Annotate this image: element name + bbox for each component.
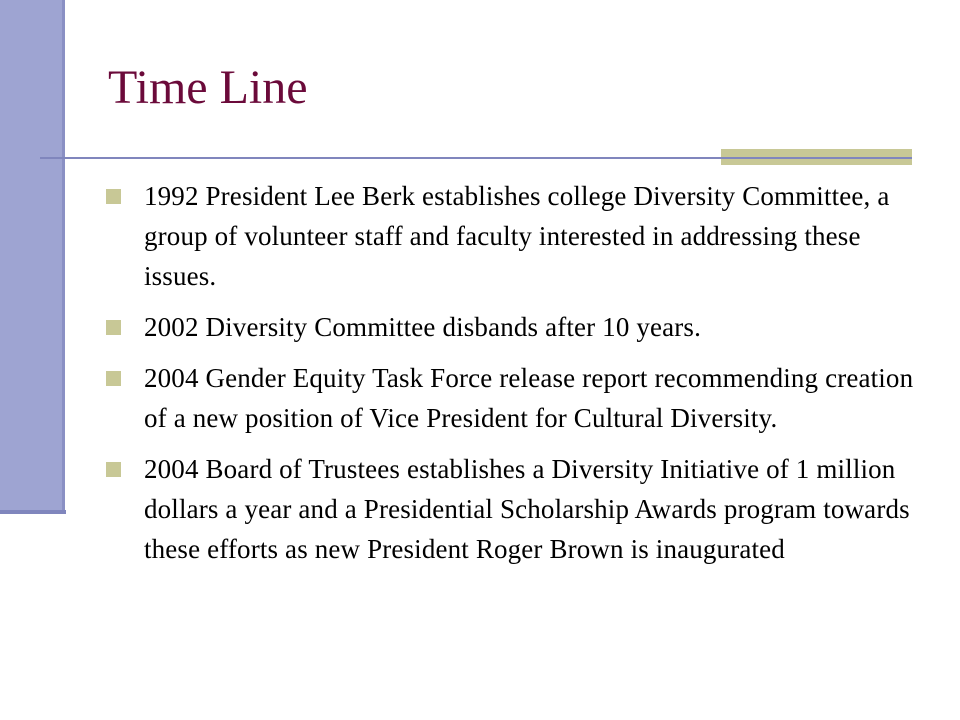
square-bullet-icon — [106, 320, 121, 335]
square-bullet-icon — [106, 371, 121, 386]
left-bar-shadow — [0, 510, 66, 514]
square-bullet-icon — [106, 462, 121, 477]
slide-title: Time Line — [108, 61, 308, 114]
bullet-item — [106, 449, 916, 569]
bullet-text: 2004 Board of Trustees establishes a Diversity Initiative of 1 million dollars a year and a Presidential Scholarship Awards program towards these efforts as new President Roger Brown is inaugurated — [144, 454, 910, 564]
left-decorative-bar — [0, 0, 64, 512]
bullet-item — [106, 358, 916, 438]
bullet-text: 2002 Diversity Committee disbands after 10 years. — [144, 312, 701, 342]
bullet-list — [106, 176, 916, 580]
bullet-item — [106, 307, 916, 347]
title-divider — [40, 157, 912, 159]
bullet-text: 1992 President Lee Berk establishes college Diversity Committee, a group of volunteer staff and faculty interested in addressing these issues. — [144, 181, 890, 291]
bullet-item — [106, 176, 916, 296]
square-bullet-icon — [106, 189, 121, 204]
bullet-text: 2004 Gender Equity Task Force release report recommending creation of a new position of Vice President for Cultural Diversity. — [144, 363, 914, 433]
left-bar-edge — [62, 0, 65, 514]
